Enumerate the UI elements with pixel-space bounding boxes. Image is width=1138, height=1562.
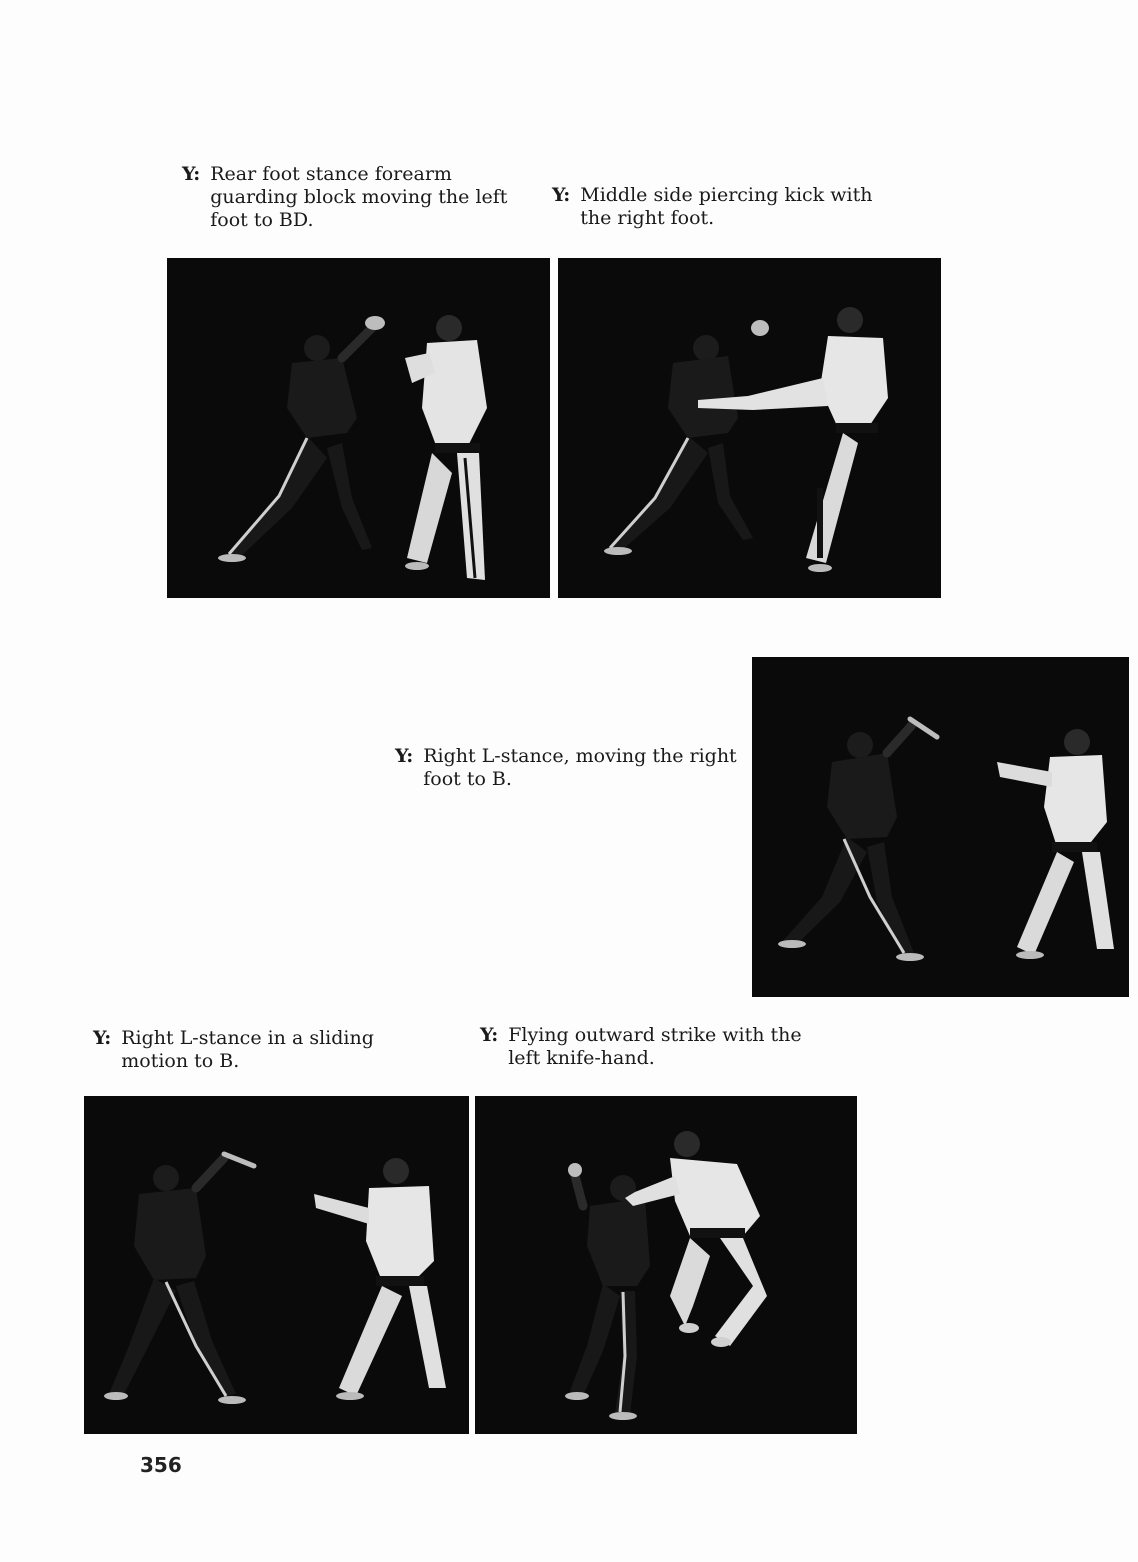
caption-label: Y: — [182, 163, 201, 185]
caption-text: Middle side piercing kick with the right foot. — [580, 184, 873, 229]
photo-forearm-guarding-block — [167, 258, 550, 598]
caption-label: Y: — [552, 184, 571, 206]
photo-right-l-stance — [752, 657, 1129, 997]
caption-right-l-stance-moving — [395, 745, 740, 791]
caption-middle-side-piercing-kick — [552, 184, 892, 230]
caption-label: Y: — [395, 745, 414, 767]
caption-flying-outward-strike — [480, 1024, 825, 1070]
caption-text: Right L-stance in a sliding motion to B. — [121, 1027, 374, 1072]
photo-flying-knife-hand-strike — [475, 1096, 857, 1434]
photo-sliding-l-stance — [84, 1096, 469, 1434]
caption-label: Y: — [480, 1024, 499, 1046]
page-number: 356 — [140, 1453, 182, 1477]
caption-right-l-stance-sliding — [93, 1027, 443, 1073]
caption-text: Flying outward strike with the left knife-hand. — [508, 1024, 802, 1069]
caption-text: Right L-stance, moving the right foot to B. — [423, 745, 737, 790]
caption-text: Rear foot stance forearm guarding block moving the left foot to BD. — [210, 163, 508, 231]
caption-rear-foot-stance — [182, 163, 527, 232]
photo-middle-side-piercing-kick — [558, 258, 941, 598]
caption-label: Y: — [93, 1027, 112, 1049]
